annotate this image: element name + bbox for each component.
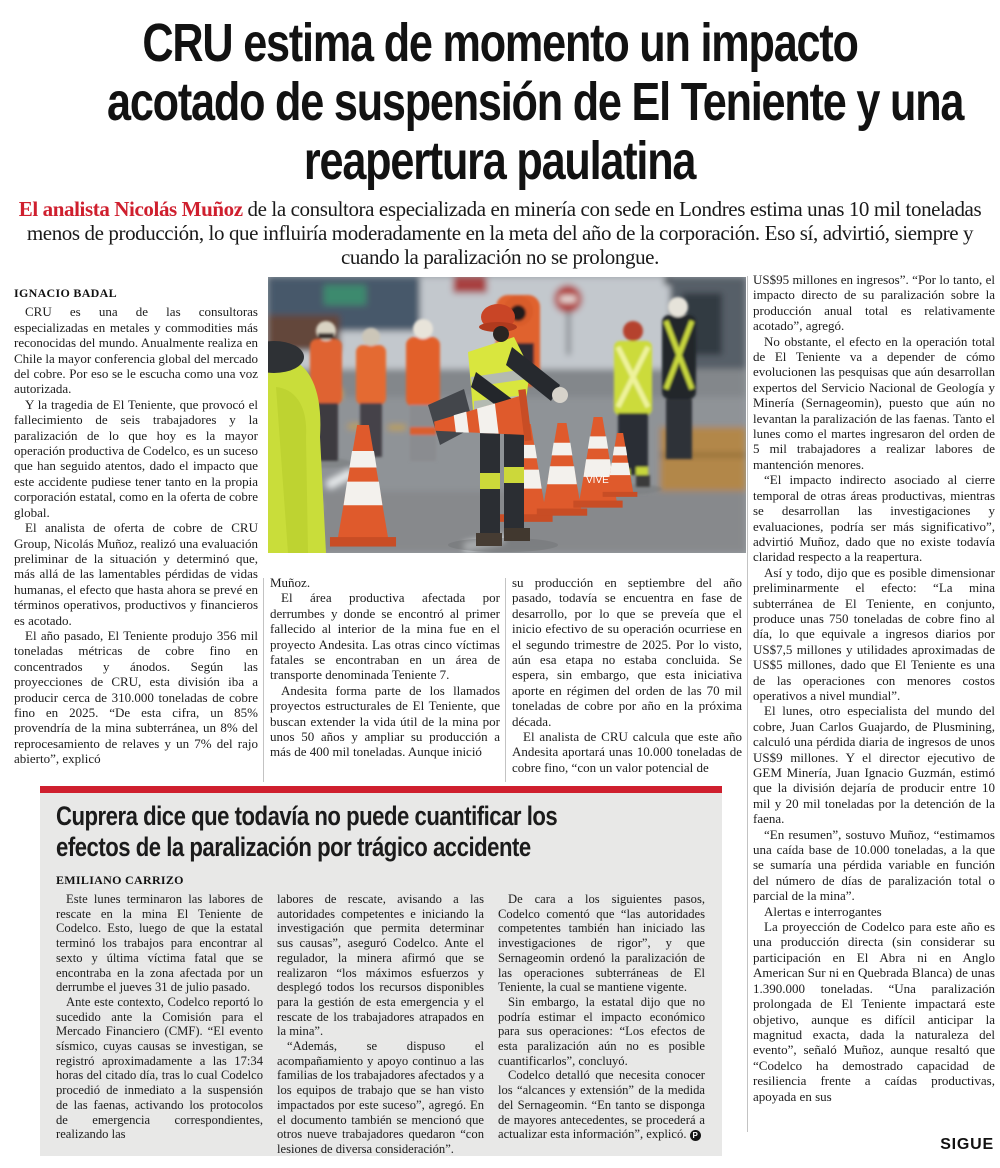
deck-lead: El analista Nicolás Muñoz xyxy=(18,197,243,221)
continuation-label: SIGUE xyxy=(940,1136,994,1153)
cone-label: VIVE xyxy=(586,475,609,486)
byline-author: IGNACIO BADAL xyxy=(14,286,117,300)
article-column-3 xyxy=(512,575,742,775)
article-paragraph: “En resumen”, sostuvo Muñoz, “estimamos una caída base de 10.000 toneladas, a la que se sumaría una pérdida variable en función del número de días de paralización total o parcial de la mina”. xyxy=(753,826,995,904)
headline-line-1: CRU estima de momento un impacto xyxy=(142,13,858,73)
article-paragraph: US$95 millones en ingresos”. “Por lo tanto, el impacto directo de su paralización sobre la producción anual total es relativamente acotado”, agregó. xyxy=(753,272,995,334)
box-paragraph: Sin embargo, la estatal dijo que no podría estimar el impacto económico para sus operaciones: “Los efectos de esta paralización aún no es posible cuantificarlos”, concluyó. xyxy=(498,994,705,1068)
article-paragraph: su producción en septiembre del año pasado, todavía se encuentra en fase de desarrollo, por lo que se preveía que el inicio efectivo de su operación ocurriese en el segundo trimestre de 2025. Por lo visto, aún esa etapa no estaba concluida. Se espera, sin embargo, que esta iniciativa aporte en régimen del orden de las 70 mil toneladas de cobre por año en la próxima década. xyxy=(512,575,742,729)
box-column-3 xyxy=(498,892,705,1156)
box-paragraph: De cara a los siguientes pasos, Codelco comentó que “las autoridades competentes también han iniciado las investigaciones de rigor”, y que Sernageomin ordenó la paralización de las operaciones subterráneas de El Teniente, la cual se mantiene vigente. xyxy=(498,892,705,995)
article-paragraph: El año pasado, El Teniente produjo 356 mil toneladas métricas de cobre fino en concentrados y ánodos. Según las proyecciones de CRU, esta división iba a producir cerca de 310.000 toneladas de cobre fino en 2025. “De esta cifra, un 85% provendría de la mina subterránea, un 8% del reprocesamiento de relaves y un 7% del rajo abierto”, explicó xyxy=(14,627,258,767)
article-paragraph: La proyección de Codelco para este año es una producción directa (sin considerar su participación en El Abra ni en Anglo American Sur ni en Quebrada Blanca) de unas 1.390.000 toneladas. “Una paralización prolongada de El Teniente impactará este objetivo, aunque es difícil anticipar la magnitud exacta, dada la naturaleza del evento”, señaló Muñoz, aunque resaltó que “Codelco ha demostrado capacidad de resiliencia frente a caídas productivas, apoyada en sus xyxy=(753,919,995,1104)
article-paragraph: El área productiva afectada por derrumbes y donde se encontró al primer fallecido al interior de la mina fue en el proyecto Andesita. Las otras cinco víctimas fatales se encontraban en un área de transporte denominada Teniente 7. xyxy=(270,590,500,683)
box-paragraph xyxy=(498,1068,705,1142)
headline-line-2: acotado de suspensión de El Teniente y una xyxy=(107,72,964,132)
page-title xyxy=(0,14,1000,191)
box-byline-author: EMILIANO CARRIZO xyxy=(56,873,184,887)
column-rule xyxy=(505,578,506,782)
box-paragraph: “Además, se dispuso el acompañamiento y apoyo continuo a las familias de los trabajadores afectados y a los equipos de trabajo que se han visto impactados por este suceso”, agregó. En el documento también se mencionó que otros nueve trabajadores quedaron “con lesiones de diversa consideración”. xyxy=(277,1039,485,1156)
headline-line-3: reapertura paulatina xyxy=(304,131,696,191)
article-column-1 xyxy=(14,286,258,767)
publication-end-mark: P xyxy=(690,1130,701,1141)
article-subhead: Alertas e interrogantes xyxy=(764,903,882,919)
article-paragraph: Así y todo, dijo que es posible dimensionar preliminarmente el efecto: “La mina subterránea de El Teniente, en conjunto, produce unas 750 toneladas de cobre fino al día, lo que equivale a ingresos diarios por US$7,5 millones y utilidades aproximadas de US$5 millones, dado que El Teniente es una de las operaciones con menores costos operativos a nivel mundial”. xyxy=(753,564,995,703)
article-paragraph: Andesita forma parte de los llamados proyectos estructurales de El Teniente, que buscan extender la vida útil de la mina por unos 50 años y ampliar su producción a más de 400 mil toneladas. Aunque inició xyxy=(270,682,500,760)
box-column-2 xyxy=(277,892,484,1156)
box-paragraph: Ante este contexto, Codelco reportó lo sucedido ante la Comisión para el Mercado Financiero (CMF). “El evento sísmico, cuyas causas se investigan, se registró aproximadamente a las 17:34 horas del citado día, tras lo cual Codelco procedió de inmediato a la suspensión de las faenas, activando los protocolos de emergencia correspondientes, realizando las xyxy=(56,994,263,1142)
article-paragraph: Y la tragedia de El Teniente, que provocó el fallecimiento de seis trabajadores y la paralización de lo que hoy es la mayor operación productiva de Codelco, es un suceso que han seguido atentos, dado el impacto que este accidente pudiese tener tanto en la propia corporación estatal, como en la oferta de cobre global. xyxy=(14,396,258,520)
article-paragraph: No obstante, el efecto en la operación total de El Teniente va a depender de cómo evolucionen las pesquisas que aún desarrollan expertos del Servicio Nacional de Geología y Minería (Sernageomin), puesto que aún no levantan la paralización de las faenas. Tanto el lunes como el martes ingresaron del orden de 5 mil trabajadores a realizar labores de mantención menores. xyxy=(753,333,995,472)
box-title-line-1: Cuprera dice que todavía no puede cuantificar los xyxy=(56,801,558,831)
box-column-1 xyxy=(56,892,263,1156)
article-paragraph: Muñoz. xyxy=(270,575,311,590)
article-paragraph: “El impacto indirecto asociado al cierre temporal de otras áreas productivas, mientras se desarrollan las investigaciones y evaluaciones, podría ser más significativo”, advirtió Muñoz, dado que no existe todavía claridad respecto a la reapertura. xyxy=(753,472,995,565)
article-paragraph: CRU es una de las consultoras especializadas en metales y commodities más reconocidas del mundo. Anualmente realiza en Chile la mayor conferencia global del mercado del cobre. Por eso se le escucha como una voz autorizada. xyxy=(14,304,259,397)
article-column-2 xyxy=(270,575,500,760)
box-paragraph-text: Codelco detalló que necesita conocer los “alcances y extensión” de la medida del Sernageomin. “En tanto se disponga de mayores antecedentes, se procederá a actualizar esta información”, explicó. xyxy=(498,1068,705,1142)
deck xyxy=(8,197,992,269)
article-paragraph: El analista de oferta de cobre de CRU Group, Nicolás Muñoz, realizó una evaluación preliminar de la situación y determinó que, más allá de las lamentables pérdidas de vidas humanas, el efecto que hasta ahora se prevé en términos operativos, productivos y financieros es acotado. xyxy=(14,520,258,628)
deck-text: de la consultora especializada en minería con sede en Londres estima unas 10 mil toneladas menos de producción, lo que influiría moderadamente en la meta del año de la corporación. Eso sí, advirtió, siempre y cuando la paralización no se prolongue. xyxy=(26,197,982,269)
box-title-line-2: efectos de la paralización por trágico accidente xyxy=(56,832,531,862)
box-paragraph: Este lunes terminaron las labores de rescate en la mina El Teniente de Codelco. Esto, luego de que la estatal terminó los trabajos para encontrar al sexto y última víctima fatal que se encontraba en la zona afectada por un derrumbe el jueves 31 de julio pasado. xyxy=(56,892,263,995)
article-paragraph: El analista de CRU calcula que este año Andesita aportará unas 10.000 toneladas de cobre fino, “con un valor potencial de xyxy=(512,729,742,775)
column-rule xyxy=(747,276,748,1132)
article-column-4 xyxy=(753,272,995,1104)
article-paragraph: El lunes, otro especialista del mundo del cobre, Juan Carlos Guajardo, de Plusmining, calculó una pérdida diaria de ingresos de unos US$9 millones. Y el director ejecutivo de GEM Minería, Juan Ignacio Guzmán, estimó que la división dejaría de producir entre 10 mil y 20 mil toneladas por la detención de la faena. xyxy=(753,703,995,827)
secondary-article-box xyxy=(40,786,722,1156)
box-paragraph: labores de rescate, avisando a las autoridades competentes e iniciando la investigación que permita determinar sus causas”, aseguró Codelco. Ante el regulador, la minera afirmó que se realizaron “los máximos esfuerzos y desplegó todos los recursos disponibles para la gestión de esta emergencia y el rescate de los trabajadores atrapados en la mina”. xyxy=(277,892,484,1039)
photo-mine-workers xyxy=(268,277,746,553)
photo-illustration xyxy=(268,277,746,553)
column-rule xyxy=(263,578,264,782)
